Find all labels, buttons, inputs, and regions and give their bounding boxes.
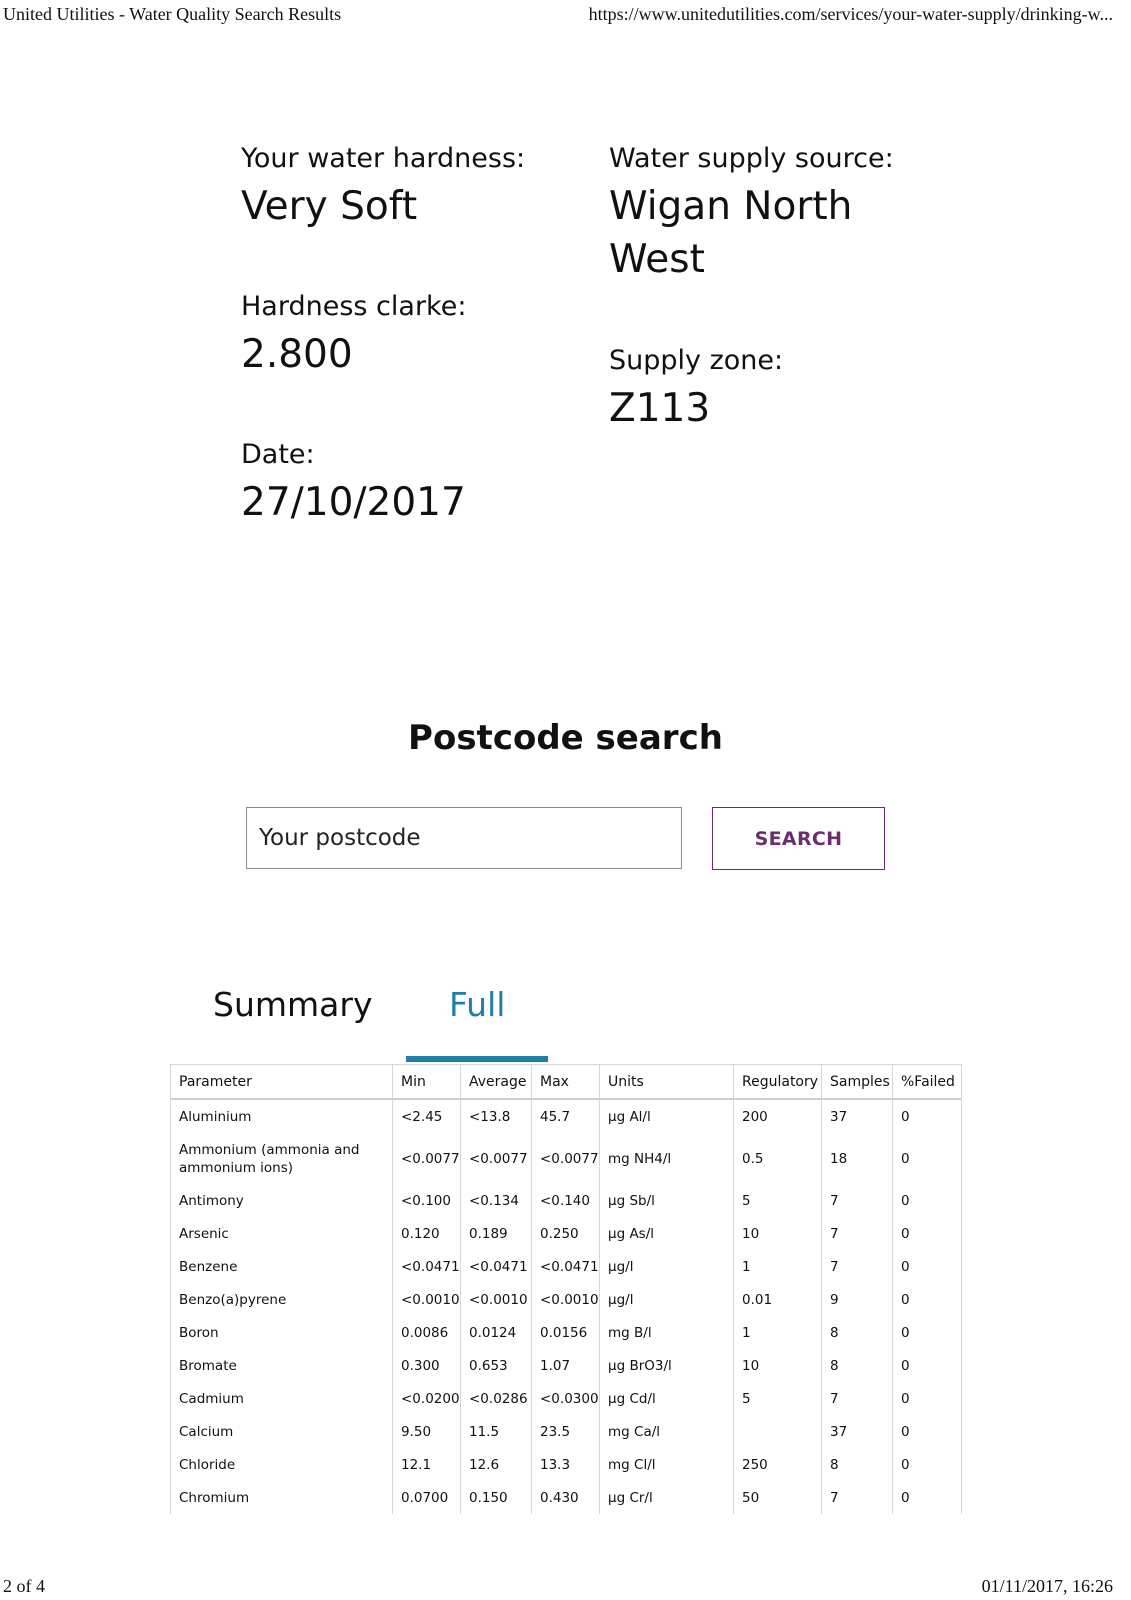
table-cell: µg Sb/l [600,1184,734,1217]
hardness-block [241,142,525,233]
table-cell: 1 [734,1316,822,1349]
tab-summary[interactable]: Summary [213,985,373,1024]
source-label: Water supply source: [609,143,894,174]
table-cell: 5 [734,1184,822,1217]
table-cell: 0 [893,1415,962,1448]
table-cell: <0.0471 [393,1250,461,1283]
clarke-value: 2.800 [241,332,353,377]
table-cell: 5 [734,1382,822,1415]
table-cell: 0 [893,1133,962,1184]
table-cell: <0.0286 [461,1382,532,1415]
table-cell: µg/l [600,1283,734,1316]
table-cell: 12.6 [461,1448,532,1481]
hardness-value: Very Soft [241,184,418,229]
table-cell: 0.5 [734,1133,822,1184]
table-cell: 0 [893,1481,962,1514]
table-cell: 0.0086 [393,1316,461,1349]
table-cell: 10 [734,1349,822,1382]
table-cell: <0.100 [393,1184,461,1217]
table-cell: 7 [822,1382,893,1415]
table-cell: 0 [893,1217,962,1250]
source-block [609,142,929,286]
clarke-label: Hardness clarke: [241,291,467,322]
table-row [171,1481,962,1514]
table-cell: Ammonium (ammonia and ammonium ions) [171,1133,393,1184]
table-cell: Arsenic [171,1217,393,1250]
table-cell: 8 [822,1316,893,1349]
table-cell: 37 [822,1099,893,1133]
table-cell: 0 [893,1316,962,1349]
table-cell: 18 [822,1133,893,1184]
table-cell: µg Cd/l [600,1382,734,1415]
water-quality-table-container [170,1064,961,1514]
table-row [171,1448,962,1481]
table-row [171,1349,962,1382]
table-cell: Benzo(a)pyrene [171,1283,393,1316]
column-header: Parameter [171,1065,393,1100]
column-header: Units [600,1065,734,1100]
table-cell: µg Al/l [600,1099,734,1133]
table-cell: µg As/l [600,1217,734,1250]
table-cell: 0 [893,1283,962,1316]
table-row [171,1184,962,1217]
date-label: Date: [241,439,315,470]
print-datetime: 01/11/2017, 16:26 [981,1576,1113,1596]
table-cell: Benzene [171,1250,393,1283]
table-cell: mg NH4/l [600,1133,734,1184]
table-cell: Aluminium [171,1099,393,1133]
table-cell: 0.300 [393,1349,461,1382]
table-cell: <0.0471 [532,1250,600,1283]
table-cell: 13.3 [532,1448,600,1481]
table-cell: 0 [893,1184,962,1217]
table-cell: 1.07 [532,1349,600,1382]
table-cell: Bromate [171,1349,393,1382]
table-cell: <0.0077 [393,1133,461,1184]
table-cell: 9.50 [393,1415,461,1448]
table-cell: <0.0300 [532,1382,600,1415]
table-cell: 12.1 [393,1448,461,1481]
water-quality-table [170,1064,962,1514]
table-cell: 0 [893,1099,962,1133]
table-cell: 50 [734,1481,822,1514]
table-row [171,1133,962,1184]
table-cell: 250 [734,1448,822,1481]
column-header: Average [461,1065,532,1100]
table-cell: Cadmium [171,1382,393,1415]
zone-block [609,344,783,435]
date-value: 27/10/2017 [241,480,466,525]
table-cell: <0.0077 [532,1133,600,1184]
print-header [0,4,1131,28]
table-cell: 0.0156 [532,1316,600,1349]
table-cell: Antimony [171,1184,393,1217]
page-number: 2 of 4 [3,1576,45,1596]
table-cell: 0 [893,1349,962,1382]
table-cell: <0.0010 [393,1283,461,1316]
document-url: https://www.unitedutilities.com/services/your-water-supply/drinking-w... [588,4,1113,24]
table-cell: mg B/l [600,1316,734,1349]
postcode-search-title: Postcode search [408,718,723,758]
column-header: Samples [822,1065,893,1100]
zone-label: Supply zone: [609,345,784,376]
table-cell: <0.134 [461,1184,532,1217]
table-cell: 0.653 [461,1349,532,1382]
table-cell: µg BrO3/l [600,1349,734,1382]
table-cell: 45.7 [532,1099,600,1133]
table-cell: 7 [822,1184,893,1217]
table-cell: 7 [822,1250,893,1283]
table-cell: <0.0010 [532,1283,600,1316]
table-cell: <13.8 [461,1099,532,1133]
results-tabs [0,980,1131,1062]
table-cell: µg/l [600,1250,734,1283]
table-cell: 0.01 [734,1283,822,1316]
table-cell: 11.5 [461,1415,532,1448]
table-cell: 0.0700 [393,1481,461,1514]
table-cell: <0.140 [532,1184,600,1217]
print-footer [0,1576,1131,1598]
table-cell: 0.430 [532,1481,600,1514]
table-row [171,1316,962,1349]
table-cell: <0.0010 [461,1283,532,1316]
table-cell: 0.150 [461,1481,532,1514]
table-cell: mg Ca/l [600,1415,734,1448]
search-button[interactable]: SEARCH [712,807,885,870]
table-cell: 0.120 [393,1217,461,1250]
table-cell: Calcium [171,1415,393,1448]
table-cell: 0.250 [532,1217,600,1250]
zone-value: Z113 [609,386,711,431]
table-row [171,1382,962,1415]
table-cell: 23.5 [532,1415,600,1448]
table-cell: 0 [893,1448,962,1481]
table-cell: <0.0471 [461,1250,532,1283]
table-cell: µg Cr/l [600,1481,734,1514]
table-cell: 0 [893,1382,962,1415]
table-cell [734,1415,822,1448]
table-row [171,1250,962,1283]
column-header: Regulatory [734,1065,822,1100]
table-cell: <2.45 [393,1099,461,1133]
table-cell: 7 [822,1481,893,1514]
table-cell: 9 [822,1283,893,1316]
table-row [171,1283,962,1316]
tab-full[interactable]: Full [449,985,506,1024]
table-cell: 0 [893,1250,962,1283]
table-cell: 0.189 [461,1217,532,1250]
table-cell: Boron [171,1316,393,1349]
table-cell: Chromium [171,1481,393,1514]
clarke-block [241,290,466,381]
table-cell: 0.0124 [461,1316,532,1349]
date-block [241,438,466,529]
table-cell: <0.0200 [393,1382,461,1415]
table-row [171,1217,962,1250]
hardness-label: Your water hardness: [241,143,526,174]
postcode-input[interactable] [246,807,682,869]
column-header: Max [532,1065,600,1100]
table-cell: 10 [734,1217,822,1250]
table-header-row [171,1065,962,1100]
active-tab-indicator [406,1056,548,1062]
table-row [171,1099,962,1133]
table-cell: Chloride [171,1448,393,1481]
table-cell: 1 [734,1250,822,1283]
table-cell: 37 [822,1415,893,1448]
document-title: United Utilities - Water Quality Search Results [3,4,342,24]
table-row [171,1415,962,1448]
table-cell: 8 [822,1448,893,1481]
source-value: Wigan North West [609,184,853,282]
column-header: Min [393,1065,461,1100]
table-cell: 8 [822,1349,893,1382]
table-cell: 200 [734,1099,822,1133]
column-header: %Failed [893,1065,962,1100]
table-cell: <0.0077 [461,1133,532,1184]
table-cell: mg Cl/l [600,1448,734,1481]
table-cell: 7 [822,1217,893,1250]
